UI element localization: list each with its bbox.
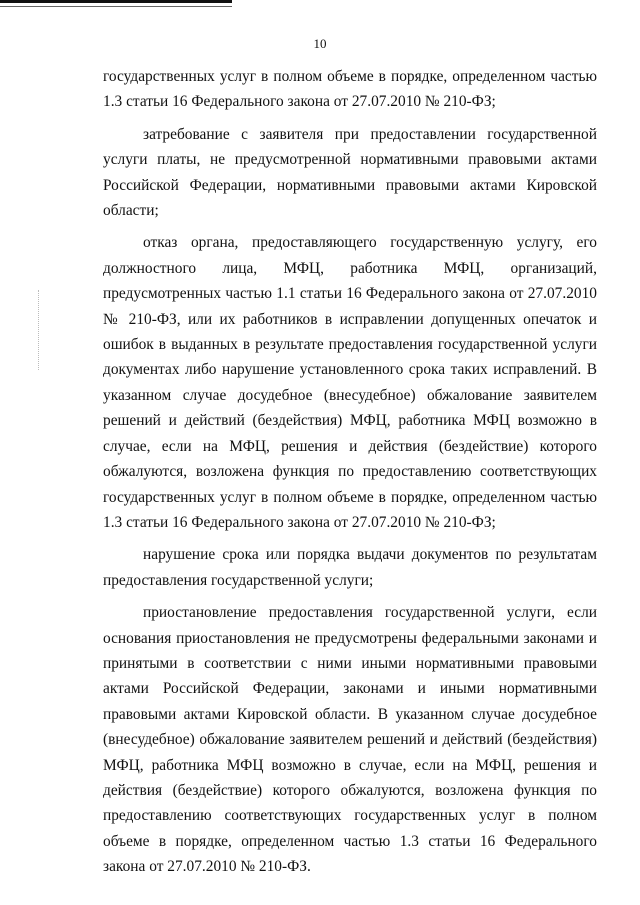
margin-scan-artifact [38,290,40,370]
paragraph-issuance-delay: нарушение срока или порядка выдачи документов по результатам предоставления государственной услуги; [103,546,597,589]
page-number: 10 [313,36,327,51]
header-rule [0,0,232,3]
paragraph-fee-demand: затребование с заявителя при предоставлении государственной услуги платы, не предусмотренной нормативными правовыми актами Российской Федерации, нормативными правовыми актами Кировской области; [103,125,597,220]
paragraph-continuation: государственных услуг в полном объеме в порядке, определенном частью 1.3 статьи 16 Федерального закона от 27.07.2010 № 210-ФЗ; [103,68,597,111]
document-body [103,64,597,887]
paragraph-service-suspension: приостановление предоставления государственной услуги, если основания приостановления не предусмотрены федеральными законами и принятыми в соответствии с ними иными нормативными правовыми актами Российской Федерации, законами и иными нормативными правовыми актами Кировской области. В указанном случае досудебное (внесудебное) обжалование заявителем решений и действий (бездействия) МФЦ, работника МФЦ возможно в случае, если на МФЦ, решения и действия (бездействие) которого обжалуются, возложена функция по предоставлению соответствующих государственных услуг в полном объеме в порядке, определенном частью 1.3 статьи 16 Федерального закона от 27.07.2010 № 210-ФЗ. [103,604,597,876]
header-rule-thin [0,6,232,7]
paragraph-correction-refusal: отказ органа, предоставляющего государственную услугу, его должностного лица, МФЦ, работника МФЦ, организаций, предусмотренных частью 1.1 статьи 16 Федерального закона от 27.07.2010 № 210-ФЗ, или их работников в исправлении допущенных опечаток и ошибок в выданных в результате предоставления государственной услуги документах либо нарушение установленного срока таких исправлений. В указанном случае досудебное (внесудебное) обжалование заявителем решений и действий (бездействия) МФЦ, работника МФЦ возможно в случае, если на МФЦ, решения и действия (бездействие) которого обжалуются, возложена функция по предоставлению соответствующих государственных услуг в полном объеме в порядке, определенном частью 1.3 статьи 16 Федерального закона от 27.07.2010 № 210-ФЗ; [103,234,597,531]
